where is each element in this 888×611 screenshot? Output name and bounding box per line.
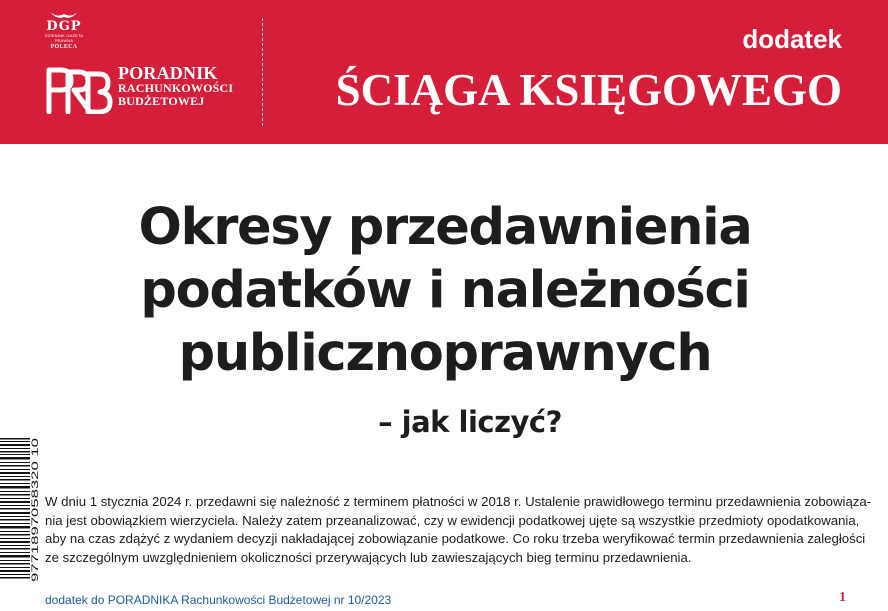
barcode-number xyxy=(29,436,41,582)
dgp-poleca-label: POLECA xyxy=(50,44,78,50)
title-line: podatków i należności xyxy=(140,261,750,320)
article-lead xyxy=(45,493,872,567)
title-line: Okresy przedawnienia xyxy=(138,198,752,257)
prb-line-3: BUDŻETOWEJ xyxy=(118,94,205,108)
lead-line: aby na czas zdążyć z wydaniem decyzji nakładającej zobowiązanie podatkowe. Co roku trzeba weryfikować termin przedawnienia zaległości xyxy=(45,531,866,546)
title-line: publicznoprawnych xyxy=(178,324,712,383)
article-subtitle: – jak liczyć? xyxy=(378,405,562,439)
dgp-logo xyxy=(44,10,84,51)
prb-line-1: PORADNIK xyxy=(118,63,218,83)
page-number: 1 xyxy=(839,590,846,605)
barcode-digits-text: 9771897058320 10 xyxy=(30,504,40,582)
dgp-mark: DGP xyxy=(46,19,82,34)
prb-logo-icon xyxy=(44,64,114,114)
prb-line-2: RACHUNKOWOŚCI xyxy=(118,81,234,95)
dgp-subline: DZIENNIK GAZETA PRAWNA xyxy=(44,33,84,43)
header-divider xyxy=(262,18,263,126)
lead-line: ze szczególnym uwzględnieniem okoliczności przerywających lub zawieszających bieg terminu przedawnienia. xyxy=(45,549,692,565)
supplement-label: dodatek xyxy=(742,24,842,54)
header-banner xyxy=(0,0,888,144)
barcode-icon xyxy=(0,436,30,582)
lead-line: W dniu 1 stycznia 2024 r. przedawni się należność z terminem płatności w 2018 r. Ustalenie prawidłowego terminu przedawnienia zobowiąza- xyxy=(45,494,872,509)
supplement-title: ŚCIĄGA KSIĘGOWEGO xyxy=(335,65,842,115)
article-title xyxy=(60,196,830,385)
prb-wordmark xyxy=(118,64,233,108)
lead-line: nia jest obowiązkiem wierzyciela. Należy zatem przeanalizować, czy w ewidencji podatkowej ujęte są wszystkie przedmioty opodatkowania, xyxy=(45,512,860,528)
footer-text: dodatek do PORADNIKA Rachunkowości Budżetowej nr 10/2023 xyxy=(45,593,392,607)
